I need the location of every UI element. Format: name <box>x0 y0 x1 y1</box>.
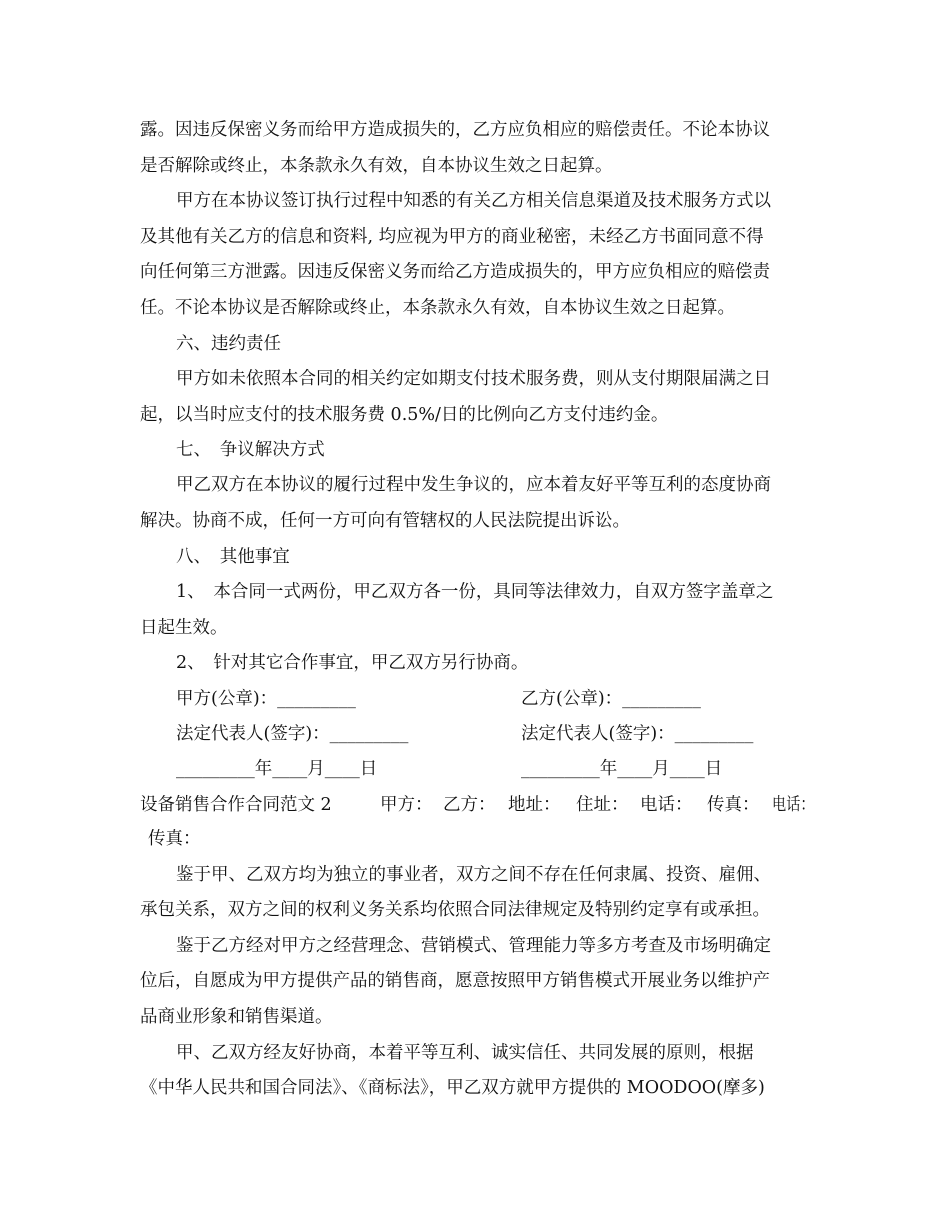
paragraph-line: 承包关系，双方之间的权利义务关系均依照合同法律规定及特别约定享有或承担。 <box>140 900 770 920</box>
paragraph-line: 是否解除或终止，本条款永久有效，自本协议生效之日起算。 <box>140 156 613 176</box>
party-a-seal: 甲方(公章)：_________ <box>176 689 356 709</box>
party-b-date: _________年____月____日 <box>521 759 723 779</box>
header-field: 电话： <box>640 795 693 815</box>
party-b-seal: 乙方(公章)：_________ <box>521 689 701 709</box>
paragraph-line: 露。因违反保密义务而给甲方造成损失的，乙方应负相应的赔偿责任。不论本协议 <box>140 120 770 140</box>
paragraph-line: 品商业形象和销售渠道。 <box>140 1007 333 1027</box>
paragraph-line: 甲方在本协议签订执行过程中知悉的有关乙方相关信息渠道及技术服务方式以 <box>176 191 771 211</box>
paragraph-line: 甲乙双方在本协议的履行过程中发生争议的，应本着友好平等互利的态度协商 <box>176 475 771 495</box>
section-heading: 八、 其他事宜 <box>176 547 290 567</box>
header-field: 甲方： <box>380 795 433 815</box>
party-a-representative: 法定代表人(签字)：_________ <box>176 724 409 744</box>
paragraph-line: 及其他有关乙方的信息和资料, 均应视为甲方的商业秘密，未经乙方书面同意不得 <box>140 227 764 247</box>
paragraph-line: 《中华人民共和国合同法》、《商标法》，甲乙双方就甲方提供的 MOODOO(摩多) <box>140 1078 765 1098</box>
second-contract-title: 设备销售合作合同范文 2 <box>140 795 332 815</box>
section-heading: 六、违约责任 <box>176 334 281 354</box>
header-field: 地址： <box>508 795 561 815</box>
paragraph-line: 鉴于乙方经对甲方之经营理念、营销模式、管理能力等多方考查及市场明确定 <box>176 936 771 956</box>
header-field: 电话： <box>772 795 815 815</box>
header-field: 传真： <box>707 795 760 815</box>
paragraph-line: 甲方如未依照本合同的相关约定如期支付技术服务费，则从支付期限届满之日 <box>176 369 771 389</box>
second-contract-header <box>140 794 332 816</box>
paragraph-line: 1、 本合同一式两份，甲乙双方各一份，具同等法律效力，自双方签字盖章之 <box>176 582 774 602</box>
paragraph-line: 甲、乙双方经友好协商，本着平等互利、诚实信任、共同发展的原则，根据 <box>176 1043 754 1063</box>
party-a-date: _________年____月____日 <box>176 759 378 779</box>
paragraph-line: 2、 针对其它合作事宜，甲乙双方另行协商。 <box>176 653 529 673</box>
header-field: 乙方： <box>443 795 496 815</box>
paragraph-line: 向任何第三方泄露。因违反保密义务而给乙方造成损失的，甲方应负相应的赔偿责 <box>140 262 770 282</box>
party-b-representative: 法定代表人(签字)：_________ <box>521 724 754 744</box>
header-field-overflow: 传真： <box>148 829 201 849</box>
paragraph-line: 鉴于甲、乙双方均为独立的事业者，双方之间不存在任何隶属、投资、雇佣、 <box>176 865 771 885</box>
paragraph-line: 日起生效。 <box>140 618 228 638</box>
paragraph-line: 位后，自愿成为甲方提供产品的销售商，愿意按照甲方销售模式开展业务以维护产 <box>140 971 770 991</box>
paragraph-line: 解决。协商不成，任何一方可向有管辖权的人民法院提出诉讼。 <box>140 511 630 531</box>
header-field: 住址： <box>576 795 629 815</box>
section-heading: 七、 争议解决方式 <box>176 440 325 460</box>
paragraph-line: 起，以当时应支付的技术服务费 0.5%/日的比例向乙方支付违约金。 <box>140 405 669 425</box>
paragraph-line: 任。不论本协议是否解除或终止，本条款永久有效，自本协议生效之日起算。 <box>140 298 735 318</box>
